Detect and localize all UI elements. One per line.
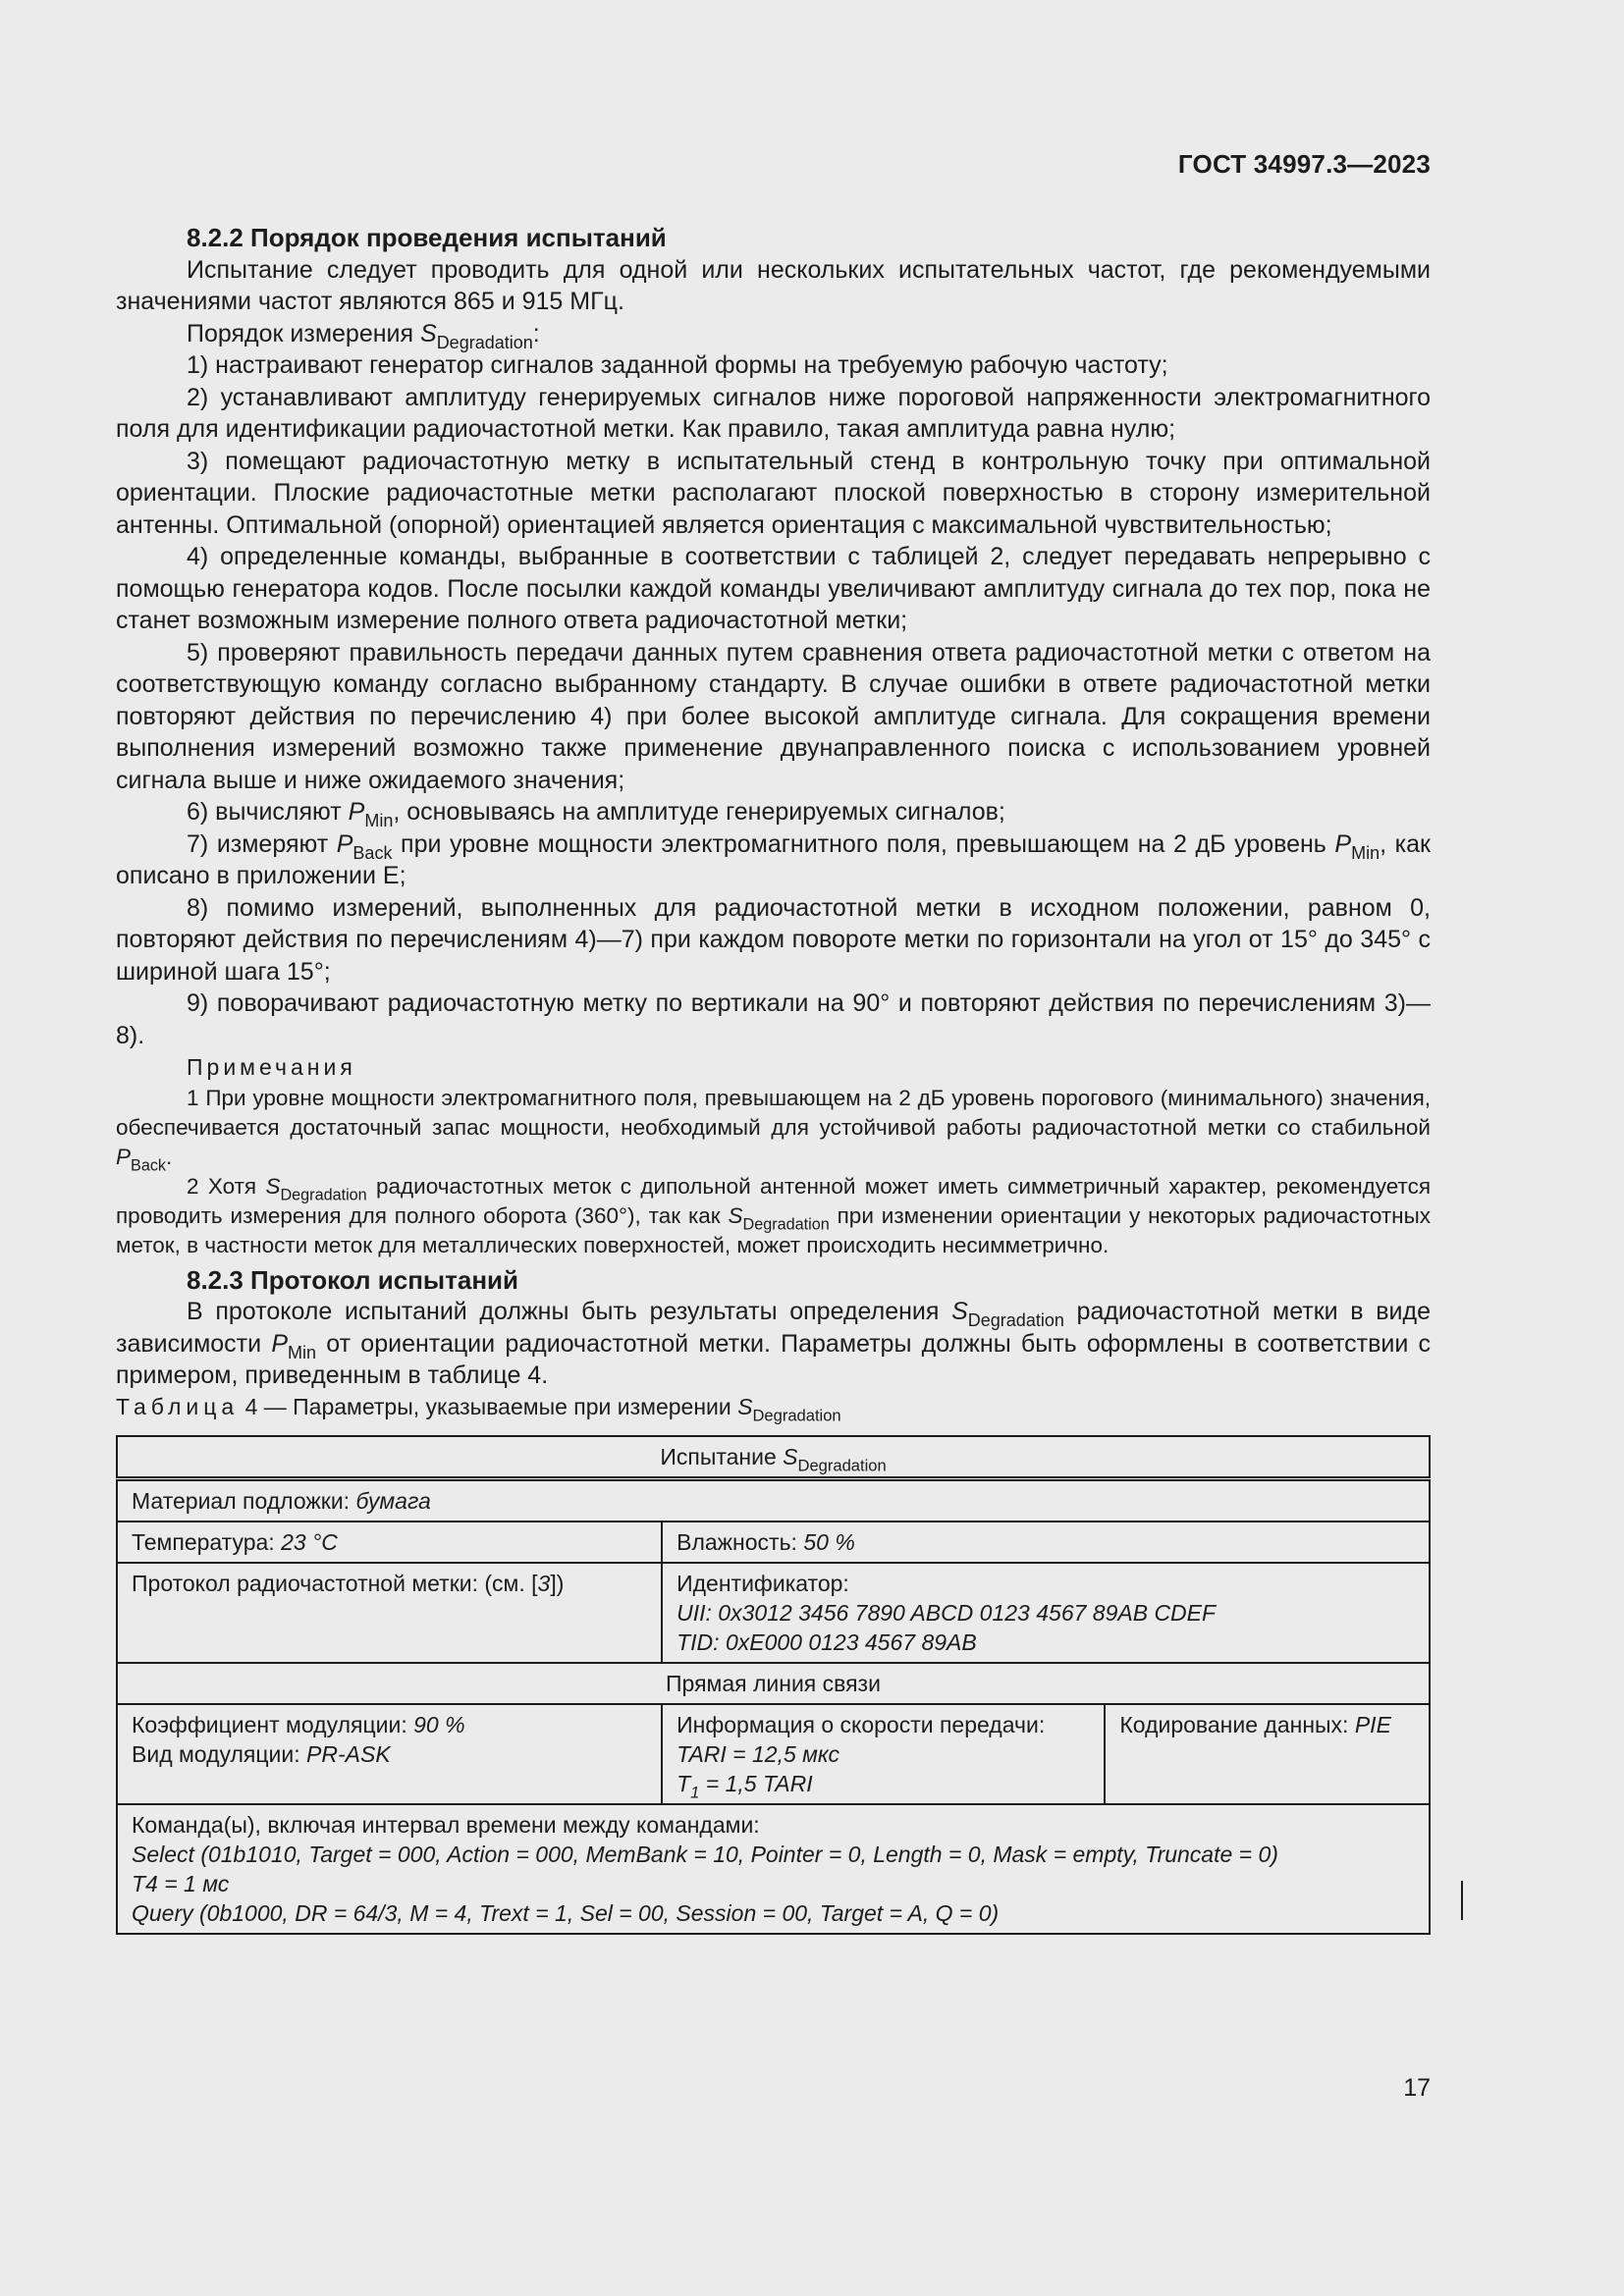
list-item: 3) помещают радиочастотную метку в испытательный стенд в контрольную точку при оптимальной ориентации. Плоские радиочастотные метки располагают плоской поверхностью в сторону измерительной антенны. Оптимальной (опорной) ориентацией является ориентация с максимальной чувствительностью; [116, 447, 1431, 539]
list-item: 8) помимо измерений, выполненных для радиочастотной метки в исходном положении, равном 0, повторяют действия по перечислениям 4)—7) при каждом повороте метки по горизонтали на угол от 15° до 345° с шириной шага 15°; [116, 893, 1431, 986]
table-row [117, 1436, 1430, 1479]
section-823-heading: 8.2.3 Протокол испытаний [187, 1264, 518, 1295]
list-item: 1) настраивают генератор сигналов заданной формы на требуемую рабочую частоту; [187, 351, 1168, 379]
document-code-header: ГОСТ 34997.3—2023 [1177, 149, 1431, 179]
list-item: 4) определенные команды, выбранные в соответствии с таблицей 2, следует передавать непрерывно с помощью генератора кодов. После посылки каждой команды увеличивают амплитуду сигнала до тех пор, пока не станет возможным измерение полного ответа радиочастотной метки; [116, 543, 1431, 634]
commands-cell [117, 1804, 1430, 1934]
table-row [117, 1804, 1430, 1934]
command-select: Select (01b1010, Target = 000, Action = 000, MemBank = 10, Pointer = 0, Length = 0, Mask = empty, Truncate = 0) [132, 1841, 1278, 1867]
table-row [117, 1522, 1430, 1563]
table-caption: Таблица 4 — Параметры, указываемые при измерении $S_{Degradation}$ [116, 1393, 841, 1425]
parameters-table [116, 1435, 1431, 1935]
uii-value: UII: 0x3012 3456 7890 ABCD 0123 4567 89AB CDEF [677, 1599, 1217, 1626]
table-row [117, 1478, 1430, 1522]
encoding-cell: Кодирование данных: PIE [1105, 1704, 1430, 1804]
table-row [117, 1663, 1430, 1704]
tid-value: TID: 0xE000 0123 4567 89AB [677, 1629, 977, 1655]
paragraph-intro: Испытание следует проводить для одной или нескольких испытательных частот, где рекомендуемыми значениями частот являются 865 и 915 МГц. [116, 255, 1431, 315]
paragraph-protocol: В протоколе испытаний должны быть результаты определения $S_{Degradation}$ радиочастотной метки в виде зависимости $P_{Min}$ от ориентации радиочастотной метки. Параметры должны быть оформлены в соответствии с примером, приведенным в таблице 4. [116, 1298, 1432, 1389]
notes-label: Примечания [187, 1054, 356, 1080]
section-822-heading: 8.2.2 Порядок проведения испытаний [187, 223, 667, 252]
rate-cell [662, 1704, 1105, 1804]
temperature-cell: Температура: 23 °С [117, 1522, 662, 1563]
humidity-cell: Влажность: 50 % [662, 1522, 1430, 1563]
table-title-cell: Испытание $S_{Degradation}$ [117, 1436, 1430, 1479]
modulation-type: Вид модуляции: PR-ASK [132, 1740, 391, 1767]
substrate-cell: Материал подложки: бумага [117, 1478, 1430, 1522]
protocol-cell: Протокол радиочастотной метки: (см. [3]) [117, 1563, 662, 1663]
command-t4: T4 = 1 мс [132, 1870, 230, 1896]
table-row [117, 1704, 1430, 1804]
tari-value: TARI = 12,5 мкс [677, 1740, 840, 1767]
command-query: Query (0b1000, DR = 64/3, M = 4, Trext = 1, Sel = 00, Session = 00, Target = A, Q = 0) [132, 1899, 1000, 1926]
list-item: 6) вычисляют $P_{Min}$, основываясь на амплитуде генерируемых сигналов; [187, 798, 1005, 831]
list-item: 2) устанавливают амплитуду генерируемых сигналов ниже пороговой напряженности электромагнитного поля для идентификации радиочастотной метки. Как правило, такая амплитуда равна нулю; [116, 383, 1431, 443]
table-row [117, 1563, 1430, 1663]
identifier-cell [662, 1563, 1430, 1663]
commands-label: Команда(ы), включая интервал времени между командами: [132, 1811, 760, 1838]
identifier-label: Идентификатор: [677, 1570, 849, 1596]
note-1: 1 При уровне мощности электромагнитного поля, превышающем на 2 дБ уровень порогового (минимального) значения, обеспечивается достаточный запас мощности, необходимый для устойчивой работы радиочастотной метки со стабильной $P_{Back}$. [116, 1085, 1431, 1174]
list-item: 7) измеряют $P_{Back}$ при уровне мощности электромагнитного поля, превышающем на 2 дБ уровень $P_{Min}$, как описано в приложении Е; [116, 829, 1431, 889]
page-content [116, 222, 1431, 1935]
modulation-cell [117, 1704, 662, 1804]
forward-link-cell: Прямая линия связи [117, 1663, 1430, 1704]
t1-value: $T_1 = 1,5$ TARI [677, 1770, 813, 1802]
note-2: 2 Хотя $S_{Degradation}$ радиочастотных меток с дипольной антенной может иметь симметричный характер, рекомендуется проводить измерения для полного оборота (360°), так как $S_{Degradation}$ при изменении ориентации у некоторых радиочастотных меток, в частности меток для металлических поверхностей, может происходить несимметрично. [116, 1173, 1431, 1257]
list-item: 9) поворачивают радиочастотную метку по вертикали на 90° и повторяют действия по перечислениям 3)—8). [116, 989, 1431, 1049]
paragraph-order: Порядок измерения $S_{Degradation}$: [187, 319, 540, 352]
rate-label: Информация о скорости передачи: [677, 1711, 1046, 1737]
modulation-index: Коэффициент модуляции: 90 % [132, 1711, 465, 1737]
list-item: 5) проверяют правильность передачи данных путем сравнения ответа радиочастотной метки с ответом на соответствующую команду согласно выбранному стандарту. В случае ошибки в ответе радиочастотной метки повторяют действия по перечислению 4) при более высокой амплитуде сигнала. Для сокращения времени выполнения измерений возможно также применение двунаправленного поиска с использованием уровней сигнала выше и ниже ожидаемого значения; [116, 638, 1431, 794]
page-number: 17 [1403, 2074, 1431, 2102]
change-bar [1461, 1881, 1463, 1920]
